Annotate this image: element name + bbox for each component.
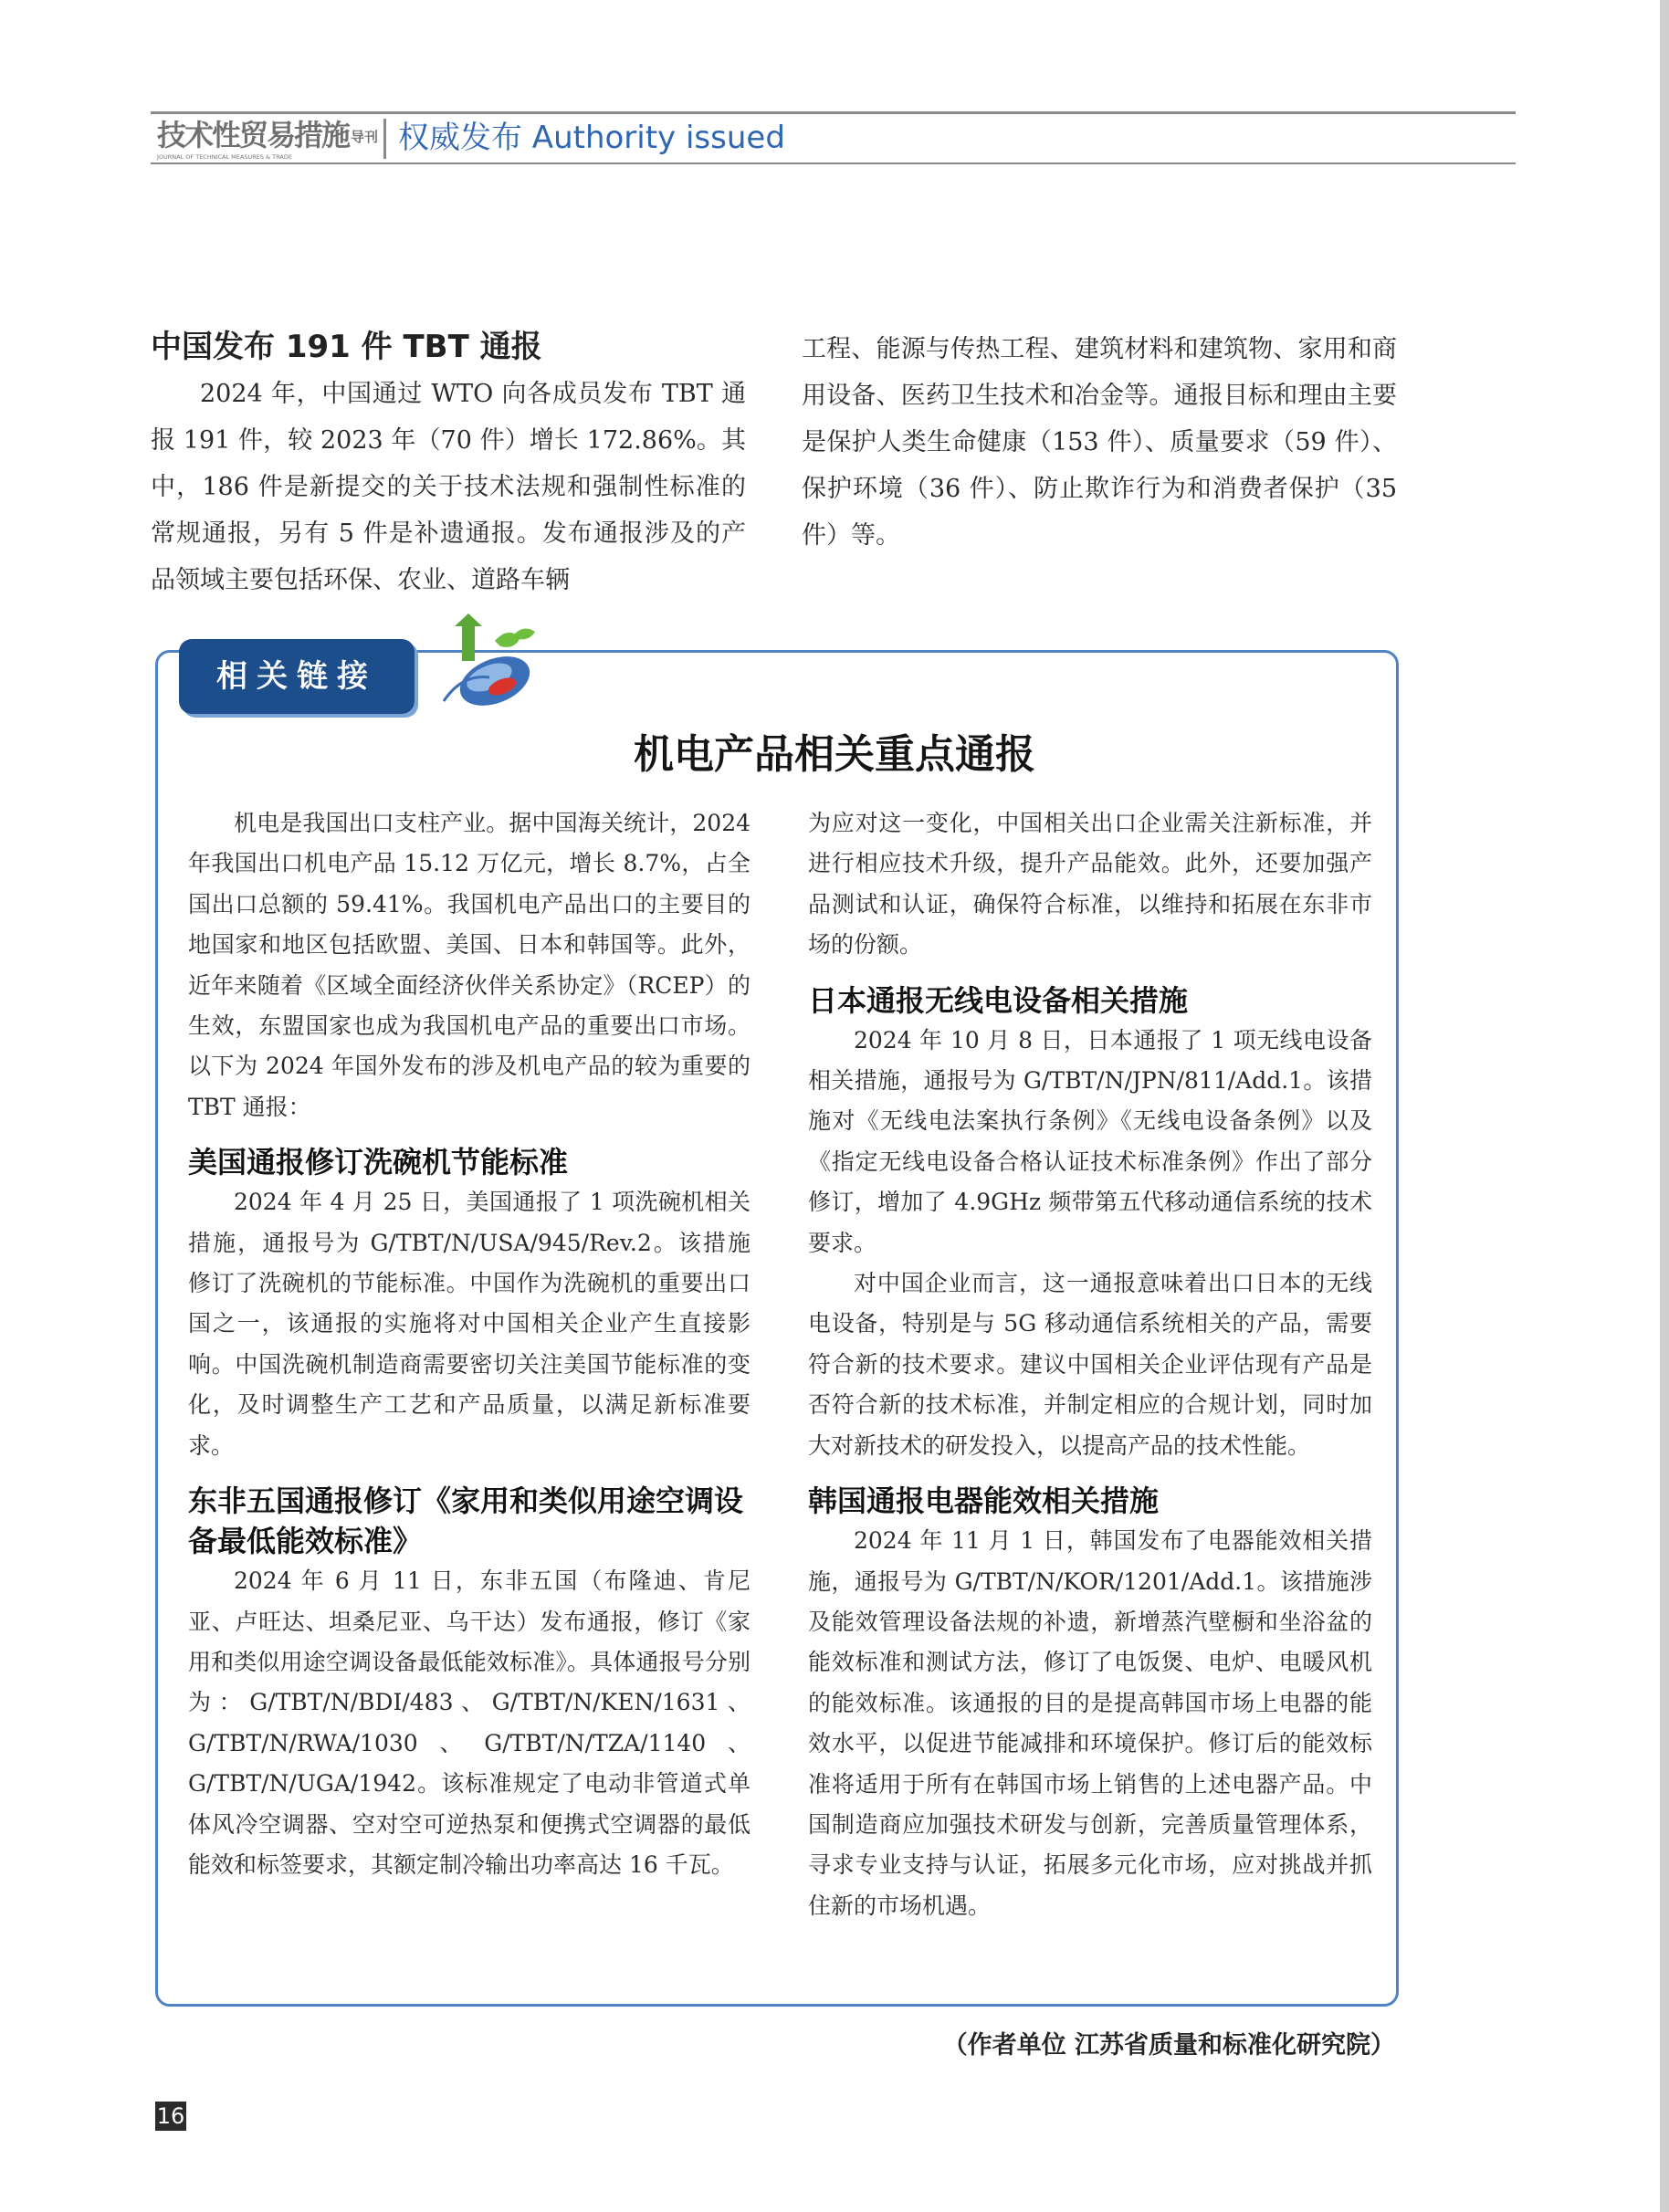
header-separator [383, 119, 386, 159]
journal-logo [157, 118, 379, 161]
section-label: 权威发布 Authority issued [398, 120, 785, 156]
section-heading-japan: 日本通报无线电设备相关措施 [808, 982, 1189, 1018]
author-affiliation: （作者单位 江苏省质量和标准化研究院） [942, 2031, 1395, 2060]
page-number: 16 [156, 2103, 185, 2129]
section-heading-usa: 美国通报修订洗碗机节能标准 [188, 1145, 569, 1180]
section-heading-korea: 韩国通报电器能效相关措施 [808, 1483, 1160, 1519]
intro-title: 中国发布 191 件 TBT 通报 [151, 329, 542, 365]
section-east-africa-paragraph-1: 2024 年 6 月 11 日，东非五国（布隆迪、肯尼亚、卢旺达、坦桑尼亚、乌干达）发布通报，修订《家用和类似用途空调设备最低能效标准》。具体通报号分别为：G/TBT/N/BDI/483、G/TBT/N/KEN/1631、G/TBT/N/RWA/1030、G/TBT/N/TZA/1140、G/TBT/N/UGA/1942。该标准规定了电动非管道式单体风冷空调器、空对空可逆热泵和便携式空调器的最低能效和标签要求，其额定制冷输出功率高达 16 千瓦。 [188, 1567, 751, 1878]
related-tab-label: 相关链接 [216, 658, 377, 695]
section-east-africa-paragraph-2: 为应对这一变化，中国相关出口企业需关注新标准，并进行相应技术升级，提升产品能效。此外，还要加强产品测试和认证，确保符合标准，以维持和拓展在东非市场的份额。 [808, 810, 1372, 959]
intro-right-column [802, 326, 1397, 559]
section-heading-east-africa: 东非五国通报修订《家用和类似用途空调设备最低能效标准》 [188, 1483, 744, 1559]
section-korea-paragraph: 2024 年 11 月 1 日，韩国发布了电器能效相关措施，通报号为 G/TBT/N/KOR/1201/Add.1。该措施涉及能效管理设备法规的补遗，新增蒸汽壁橱和坐浴盆的能效标准和测试方法，修订了电饭煲、电炉、电暖风机的能效标准。该通报的目的是提高韩国市场上电器的能效水平，以促进节能减排和环境保护。修订后的能效标准将适用于所有在韩国市场上销售的上述电器产品。中国制造商应加强技术研发与创新，完善质量管理体系，寻求专业支持与认证，拓展多元化市场，应对挑战并抓住新的市场机遇。 [808, 1527, 1372, 1919]
computer-mouse-icon [435, 613, 553, 716]
intro-right-paragraph: 工程、能源与传热工程、建筑材料和建筑物、家用和商用设备、医药卫生技术和冶金等。通报目标和理由主要是保护人类生命健康（153 件）、质量要求（59 件）、保护环境（36 件）、防止欺诈行为和消费者保护（35 件）等。 [802, 335, 1397, 550]
related-box-title: 机电产品相关重点通报 [634, 731, 1035, 778]
journal-name: 技术性贸易措施 导刊 [157, 118, 379, 152]
related-right-column [808, 803, 1372, 1926]
intro-left-paragraph: 2024 年，中国通过 WTO 向各成员发布 TBT 通报 191 件，较 2023 年（70 件）增长 172.86%。其中，186 件是新提交的关于技术法规和强制性标准的常规通报，另有 5 件是补遗通报。发布通报涉及的产品领域主要包括环保、农业、道路车辆 [151, 380, 746, 594]
intro-left-column [151, 371, 746, 603]
related-left-column [188, 803, 751, 1885]
related-intro-paragraph: 机电是我国出口支柱产业。据中国海关统计，2024 年我国出口机电产品 15.12 万亿元，增长 8.7%，占全国出口总额的 59.41%。我国机电产品出口的主要目的地国家和地区包括欧盟、美国、日本和韩国等。此外，近年来随着《区域全面经济伙伴关系协定》（RCEP）的生效，东盟国家也成为我国机电产品的重要出口市场。以下为 2024 年国外发布的涉及机电产品的较为重要的 TBT 通报： [188, 810, 751, 1120]
page-edge-bar [1660, 0, 1669, 2212]
journal-subtitle: JOURNAL OF TECHNICAL MEASURES & TRADE [157, 153, 292, 161]
section-japan-paragraph-1: 2024 年 10 月 8 日，日本通报了 1 项无线电设备相关措施，通报号为 G/TBT/N/JPN/811/Add.1。该措施对《无线电法案执行条例》《无线电设备条例》以及《指定无线电设备合格认证技术标准条例》作出了部分修订，增加了 4.9GHz 频带第五代移动通信系统的技术要求。 [808, 1026, 1372, 1256]
header-rule-top [151, 111, 1516, 114]
header-rule-bottom [151, 162, 1516, 164]
related-tab [179, 639, 415, 714]
section-japan-paragraph-2: 对中国企业而言，这一通报意味着出口日本的无线电设备，特别是与 5G 移动通信系统相关的产品，需要符合新的技术要求。建议中国相关企业评估现有产品是否符合新的技术标准，并制定相应的合规计划，同时加大对新技术的研发投入，以提高产品的技术性能。 [808, 1270, 1372, 1459]
section-usa-paragraph: 2024 年 4 月 25 日，美国通报了 1 项洗碗机相关措施，通报号为 G/TBT/N/USA/945/Rev.2。该措施修订了洗碗机的节能标准。中国作为洗碗机的重要出口国之一，该通报的实施将对中国相关企业产生直接影响。中国洗碗机制造商需要密切关注美国节能标准的变化，及时调整生产工艺和产品质量，以满足新标准要求。 [188, 1189, 751, 1459]
journal-badge: 导刊 [351, 129, 379, 145]
